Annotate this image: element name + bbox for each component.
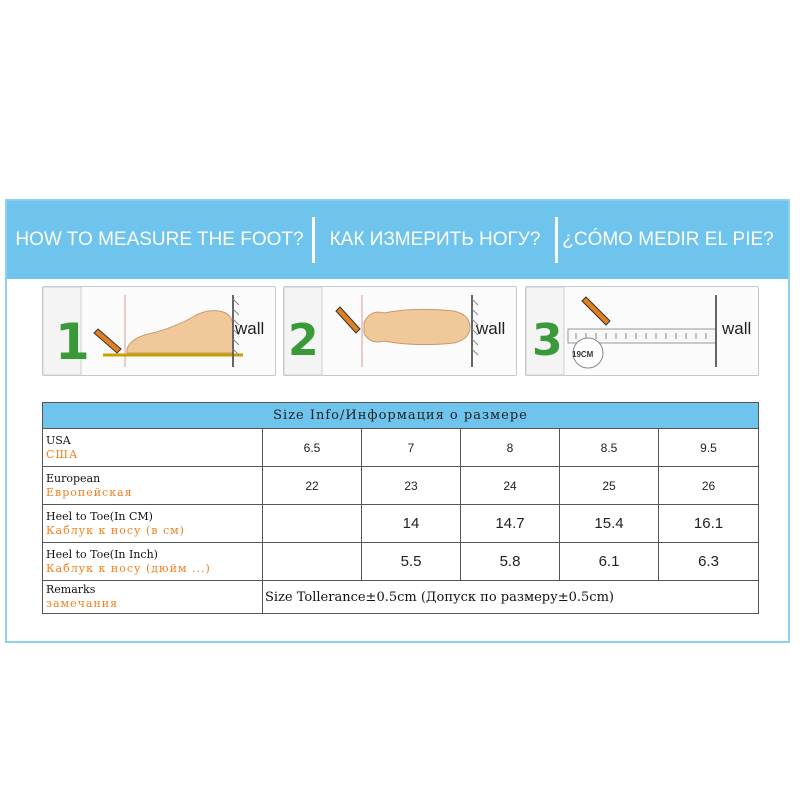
- table-row-remarks: [43, 581, 759, 614]
- row-label-ru: Европейская: [46, 485, 133, 499]
- step-number-1: 1: [55, 313, 90, 371]
- header-title-english: HOW TO MEASURE THE FOOT?: [15, 229, 304, 250]
- pencil-icon: [94, 329, 121, 353]
- table-cell: 6.1: [560, 543, 659, 581]
- table-row-european: [43, 467, 759, 505]
- measure-label: 19CM: [572, 350, 594, 359]
- row-label-en: Remarks: [46, 583, 96, 596]
- row-label-ru: Каблук к носу (дюйм ...): [46, 561, 211, 575]
- wall-label: wall: [235, 319, 265, 338]
- size-table-wrapper: [42, 402, 758, 614]
- row-label: [43, 505, 263, 543]
- row-label: [43, 581, 263, 614]
- step-3-panel: [525, 286, 759, 376]
- table-row-usa: [43, 429, 759, 467]
- table-cell: [263, 543, 362, 581]
- remarks-text: Size Tollerance±0.5cm (Допуск по размеру±0.5cm): [263, 581, 759, 614]
- table-title: Size Info/Информация о размере: [43, 403, 759, 429]
- pencil-icon: [582, 297, 610, 325]
- header-title-russian: КАК ИЗМЕРИТЬ НОГУ?: [329, 229, 541, 250]
- step-1-panel: [42, 286, 276, 376]
- table-cell: 25: [560, 467, 659, 505]
- row-label-en: Heel to Toe(In CM): [46, 509, 153, 523]
- table-cell: [263, 505, 362, 543]
- wall-label: wall: [722, 319, 752, 338]
- row-label-en: European: [46, 471, 101, 485]
- row-label: [43, 467, 263, 505]
- table-cell: 7: [362, 429, 461, 467]
- table-row-heel-toe-inch: [43, 543, 759, 581]
- row-label-ru: замечания: [46, 597, 119, 610]
- table-cell: 24: [461, 467, 560, 505]
- table-cell: 8: [461, 429, 560, 467]
- table-cell: 16.1: [659, 505, 759, 543]
- table-cell: 22: [263, 467, 362, 505]
- table-cell: 26: [659, 467, 759, 505]
- table-cell: 15.4: [560, 505, 659, 543]
- row-label-ru: Каблук к носу (в см): [46, 523, 185, 537]
- table-cell: 6.3: [659, 543, 759, 581]
- row-label-ru: США: [46, 447, 79, 461]
- row-label: [43, 543, 263, 581]
- wall-label: wall: [476, 319, 506, 338]
- step-2-panel: [283, 286, 517, 376]
- table-cell: 5.8: [461, 543, 560, 581]
- table-title-row: [43, 403, 759, 429]
- step-number-3: 3: [532, 315, 563, 366]
- table-cell: 23: [362, 467, 461, 505]
- table-cell: 5.5: [362, 543, 461, 581]
- row-label-en: Heel to Toe(In Inch): [46, 547, 158, 561]
- step-number-2: 2: [288, 315, 319, 366]
- table-cell: 6.5: [263, 429, 362, 467]
- row-label-en: USA: [46, 433, 71, 447]
- table-cell: 14.7: [461, 505, 560, 543]
- table-row-heel-toe-cm: [43, 505, 759, 543]
- table-cell: 9.5: [659, 429, 759, 467]
- pencil-icon: [336, 307, 360, 333]
- header-title-spanish: ¿CÓMO MEDIR EL PIE?: [562, 229, 774, 250]
- header-banner: [7, 201, 788, 279]
- table-cell: 8.5: [560, 429, 659, 467]
- size-chart-panel: [5, 199, 790, 643]
- size-table: [42, 402, 759, 614]
- row-label: [43, 429, 263, 467]
- table-cell: 14: [362, 505, 461, 543]
